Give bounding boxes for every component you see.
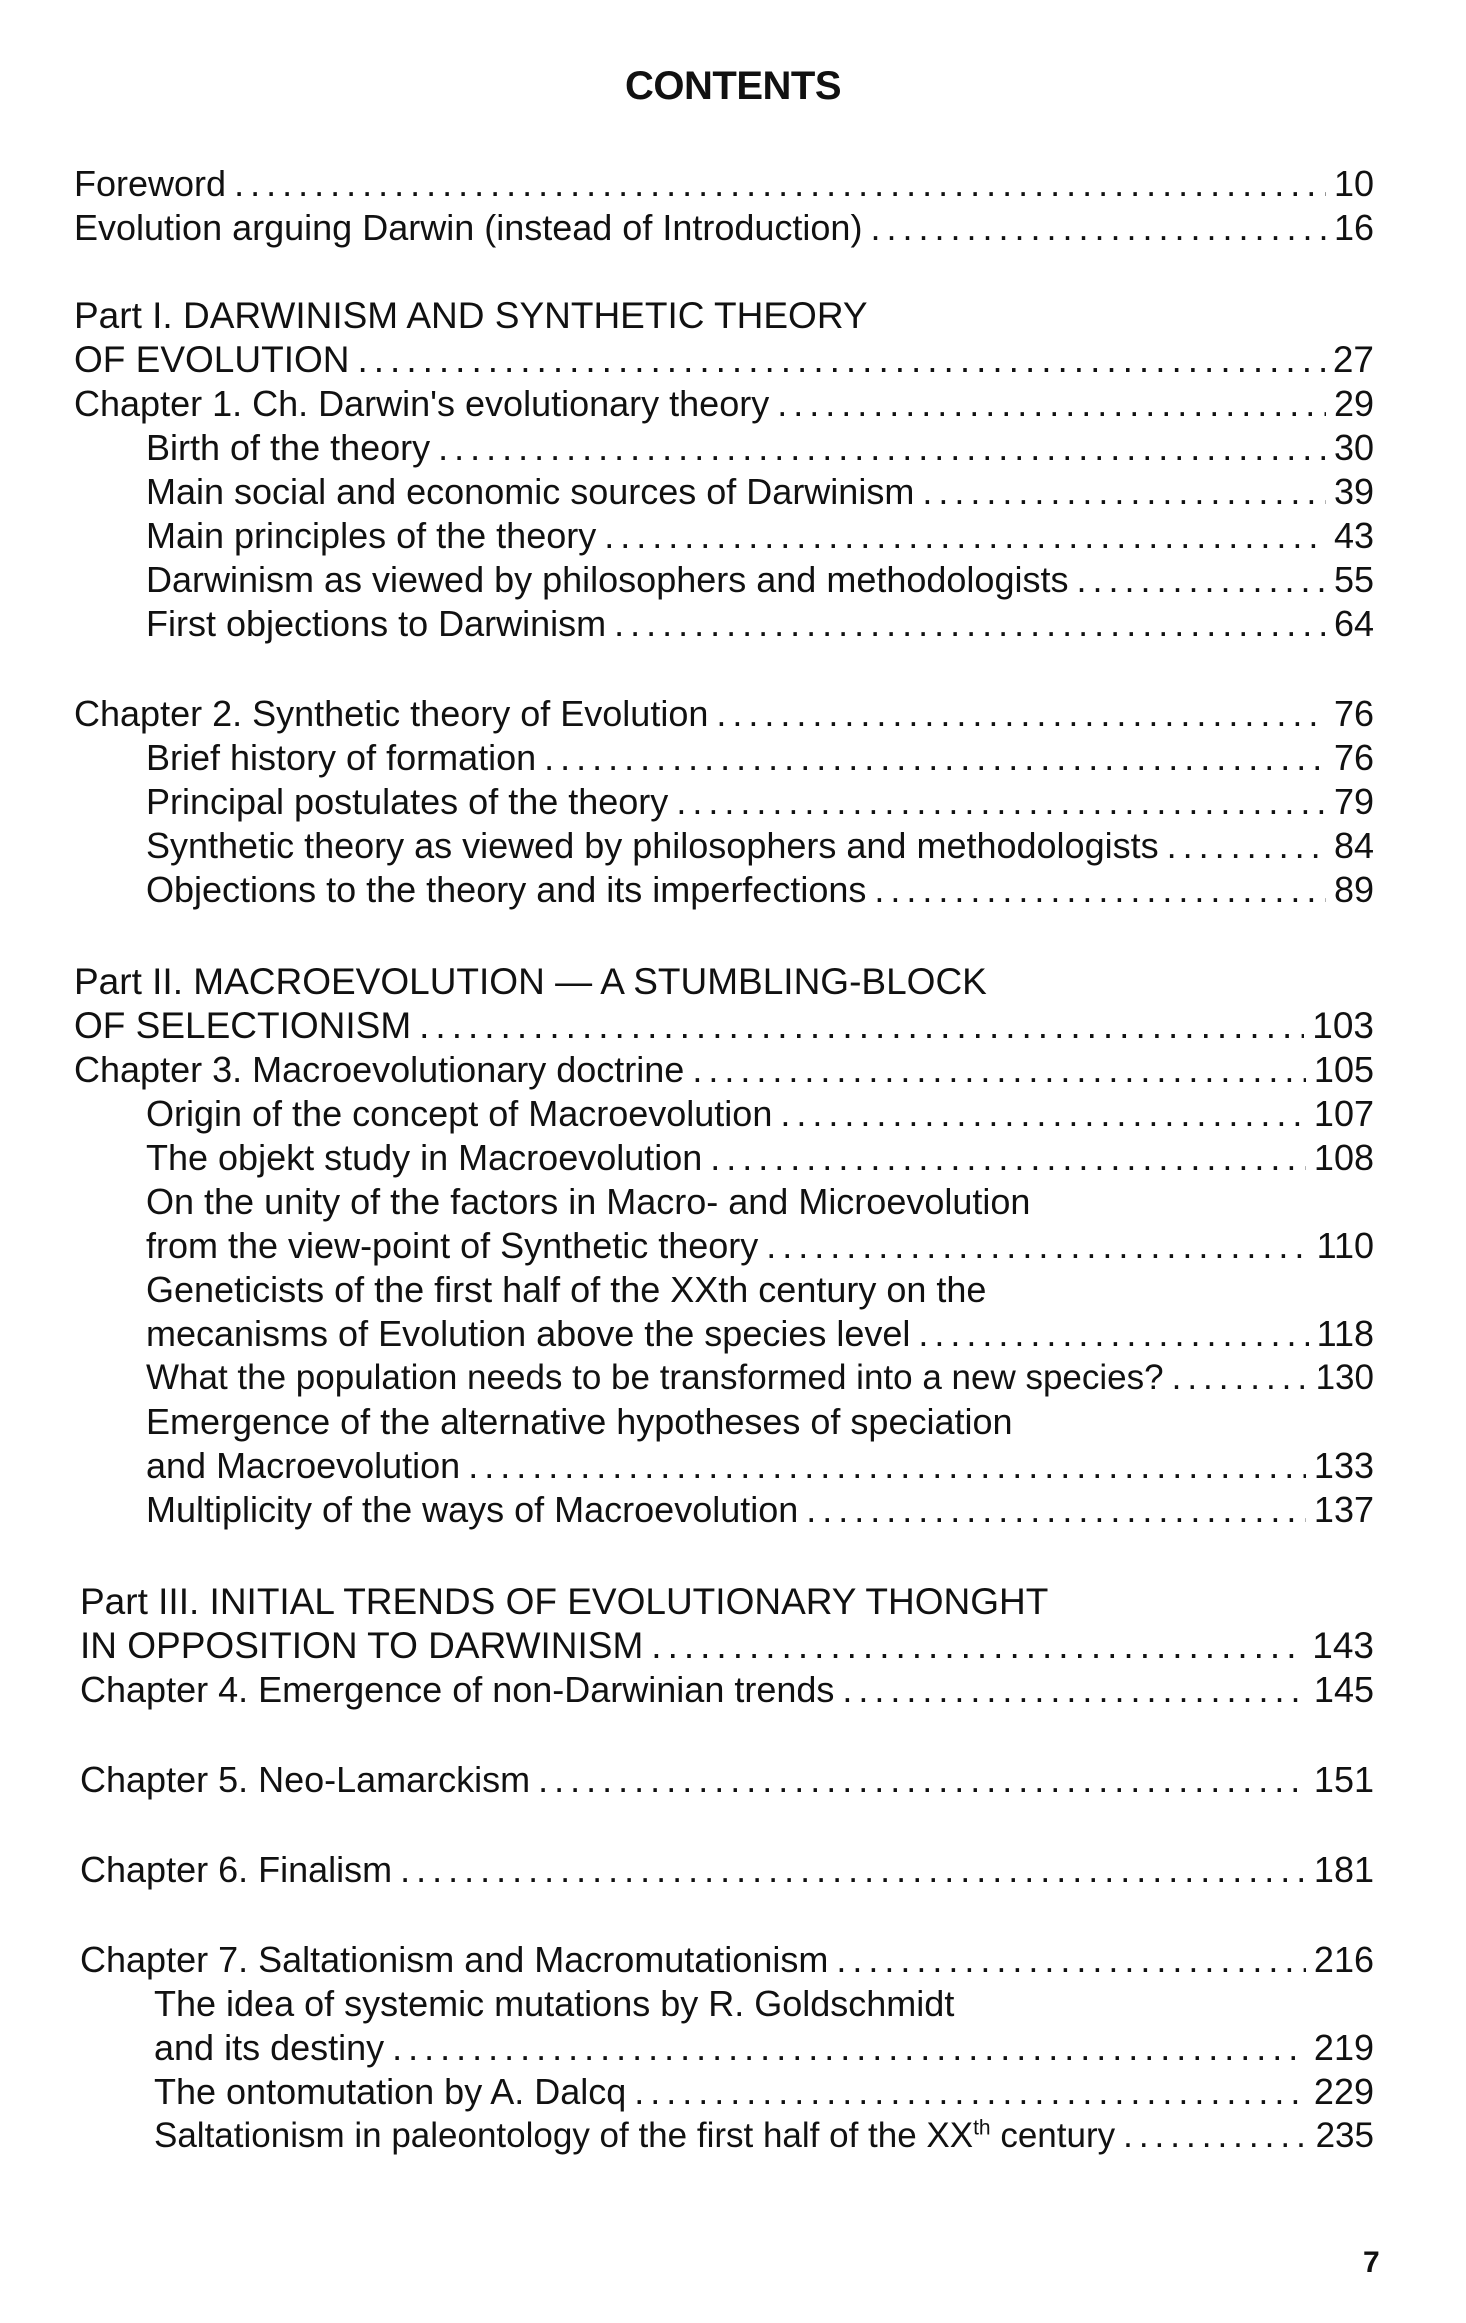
dot-leader xyxy=(1167,824,1326,868)
toc-entry-title: On the unity of the factors in Macro- and Microevolution xyxy=(146,1181,1031,1222)
dot-leader xyxy=(870,206,1326,250)
toc-section xyxy=(146,1136,1374,1180)
toc-entry-page: 79 xyxy=(1333,781,1374,822)
dot-leader xyxy=(614,602,1326,646)
dot-leader xyxy=(538,1758,1306,1802)
toc-section xyxy=(146,1444,1374,1488)
toc-entry-title: Brief history of formation xyxy=(146,737,537,778)
toc-chapter xyxy=(80,1758,1374,1802)
toc-entry-title: Birth of the theory xyxy=(146,427,431,468)
toc-section xyxy=(146,1312,1374,1356)
toc-entry-page: 27 xyxy=(1332,339,1374,380)
toc-section xyxy=(146,1092,1374,1136)
dot-leader xyxy=(1172,1356,1308,1400)
dot-leader xyxy=(438,426,1326,470)
toc-entry-title: Chapter 2. Synthetic theory of Evolution xyxy=(74,693,709,734)
toc-entry-page: 181 xyxy=(1313,1849,1374,1890)
toc-entry-title: from the view-point of Synthetic theory xyxy=(146,1225,759,1266)
toc-entry-title: Origin of the concept of Macroevolution xyxy=(146,1093,773,1134)
toc-section xyxy=(146,558,1374,602)
dot-leader xyxy=(1123,2114,1307,2158)
toc-entry-title: mecanisms of Evolution above the species level xyxy=(146,1313,911,1354)
toc-entry-page: 105 xyxy=(1313,1049,1374,1090)
toc-entry-title: Darwinism as viewed by philosophers and methodologists xyxy=(146,559,1069,600)
toc-entry-title: Chapter 7. Saltationism and Macromutationism xyxy=(80,1939,829,1980)
toc-entry-page: 30 xyxy=(1333,427,1374,468)
toc-entry-title: Chapter 3. Macroevolutionary doctrine xyxy=(74,1049,685,1090)
toc-entry-title: Evolution arguing Darwin (instead of Introduction) xyxy=(74,207,863,248)
toc-entry-page: 76 xyxy=(1333,693,1374,734)
toc-section xyxy=(146,1400,1374,1444)
toc-entry-title: Principal postulates of the theory xyxy=(146,781,669,822)
dot-leader xyxy=(777,382,1326,426)
toc-section xyxy=(146,1180,1374,1224)
toc-entry-page: 84 xyxy=(1333,825,1374,866)
toc-entry-page: 43 xyxy=(1333,515,1374,556)
dot-leader xyxy=(634,2070,1306,2114)
toc-section xyxy=(146,780,1374,824)
toc-part-heading xyxy=(80,1624,1374,1668)
dot-leader xyxy=(692,1048,1306,1092)
toc-entry-page: 39 xyxy=(1333,471,1374,512)
dot-leader xyxy=(234,162,1326,206)
toc-entry-title: The idea of systemic mutations by R. Goldschmidt xyxy=(154,1983,955,2024)
toc-chapter xyxy=(80,1938,1374,1982)
toc-entry-page: 130 xyxy=(1315,1358,1374,1397)
toc-section xyxy=(146,514,1374,558)
toc-chapter xyxy=(74,1048,1374,1092)
toc-section xyxy=(146,824,1374,868)
toc-section xyxy=(146,602,1374,646)
toc-entry-title xyxy=(154,2114,1115,2158)
toc-entry-title: and Macroevolution xyxy=(146,1445,461,1486)
toc-section xyxy=(146,736,1374,780)
toc-entry-title: Chapter 6. Finalism xyxy=(80,1849,393,1890)
toc-entry-title: and its destiny xyxy=(154,2027,385,2068)
dot-leader xyxy=(676,780,1326,824)
toc-section xyxy=(146,1488,1374,1532)
toc-part-heading xyxy=(74,294,1374,338)
toc-part-heading xyxy=(74,338,1374,382)
toc-section xyxy=(154,2114,1374,2158)
toc-entry-page: 10 xyxy=(1333,163,1374,204)
dot-leader xyxy=(842,1668,1306,1712)
toc-section xyxy=(146,868,1374,912)
toc-section xyxy=(154,2070,1374,2114)
dot-leader xyxy=(922,470,1326,514)
toc-section xyxy=(146,426,1374,470)
toc-entry-page: 143 xyxy=(1312,1625,1374,1666)
toc-entry-title: Objections to the theory and its imperfections xyxy=(146,869,867,910)
toc-entry-title: Emergence of the alternative hypotheses of speciation xyxy=(146,1401,1013,1442)
toc-entry-page: 145 xyxy=(1313,1669,1374,1710)
toc-part-heading xyxy=(80,1580,1374,1624)
toc-entry-page: 133 xyxy=(1313,1445,1374,1486)
toc-entry-foreword xyxy=(74,162,1374,206)
dot-leader xyxy=(400,1848,1306,1892)
toc-part-heading xyxy=(74,1004,1374,1048)
toc-entry-title: Chapter 4. Emergence of non-Darwinian trends xyxy=(80,1669,835,1710)
toc-entry-title: The ontomutation by A. Dalcq xyxy=(154,2071,627,2112)
toc-entry-title: Part III. INITIAL TRENDS OF EVOLUTIONARY THONGHT xyxy=(80,1581,1049,1622)
toc-section xyxy=(146,1356,1374,1400)
toc-entry-title-start: Saltationism in paleontology of the first half of the XX xyxy=(154,2116,974,2155)
toc-entry-page: 76 xyxy=(1333,737,1374,778)
toc-section xyxy=(146,470,1374,514)
toc-entry-title: Chapter 1. Ch. Darwin's evolutionary theory xyxy=(74,383,770,424)
toc-entry-page: 219 xyxy=(1313,2027,1374,2068)
toc-entry-page: 118 xyxy=(1316,1313,1374,1354)
toc-entry-title: Foreword xyxy=(74,163,227,204)
dot-leader xyxy=(766,1224,1308,1268)
toc-entry-title: Geneticists of the first half of the XXth century on the xyxy=(146,1269,987,1310)
dot-leader xyxy=(468,1444,1306,1488)
dot-leader xyxy=(710,1136,1306,1180)
toc-entry-title: Synthetic theory as viewed by philosophers and methodologists xyxy=(146,825,1159,866)
toc-entry-page: 137 xyxy=(1313,1489,1374,1530)
toc-entry-title: Multiplicity of the ways of Macroevolution xyxy=(146,1489,799,1530)
toc-entry-page: 29 xyxy=(1333,383,1374,424)
ordinal-suffix: th xyxy=(973,2116,991,2140)
toc-entry-title: Main principles of the theory xyxy=(146,515,597,556)
toc-entry-page: 89 xyxy=(1333,869,1374,910)
toc-chapter xyxy=(74,692,1374,736)
toc-entry-title: First objections to Darwinism xyxy=(146,603,607,644)
toc-section xyxy=(154,1982,1374,2026)
dot-leader xyxy=(357,338,1324,382)
dot-leader xyxy=(604,514,1326,558)
toc-entry-page: 107 xyxy=(1313,1093,1374,1134)
dot-leader xyxy=(918,1312,1308,1356)
page-number: 7 xyxy=(1363,2246,1380,2279)
toc-section xyxy=(146,1268,1374,1312)
toc-part-heading xyxy=(74,960,1374,1004)
dot-leader xyxy=(806,1488,1306,1532)
toc-entry-page: 235 xyxy=(1315,2116,1374,2155)
page-title: CONTENTS xyxy=(625,64,841,108)
toc-entry-page: 16 xyxy=(1333,207,1374,248)
toc-entry-title: OF EVOLUTION xyxy=(74,339,350,380)
dot-leader xyxy=(874,868,1326,912)
dot-leader xyxy=(836,1938,1306,1982)
toc-entry-title: The objekt study in Macroevolution xyxy=(146,1137,703,1178)
toc-chapter xyxy=(74,382,1374,426)
toc-entry-page: 151 xyxy=(1313,1759,1374,1800)
toc-entry-title: What the population needs to be transformed into a new species? xyxy=(146,1358,1164,1397)
toc-entry-page: 103 xyxy=(1312,1005,1374,1046)
toc-entry-page: 216 xyxy=(1313,1939,1374,1980)
dot-leader xyxy=(544,736,1326,780)
dot-leader xyxy=(716,692,1326,736)
dot-leader xyxy=(651,1624,1304,1668)
dot-leader xyxy=(780,1092,1306,1136)
toc-entry-page: 229 xyxy=(1313,2071,1374,2112)
toc-entry-title: Part I. DARWINISM AND SYNTHETIC THEORY xyxy=(74,295,868,336)
dot-leader xyxy=(392,2026,1306,2070)
toc-entry-page: 55 xyxy=(1333,559,1374,600)
toc-chapter xyxy=(80,1848,1374,1892)
toc-section xyxy=(146,1224,1374,1268)
dot-leader xyxy=(1076,558,1325,602)
toc-entry-title: OF SELECTIONISM xyxy=(74,1005,412,1046)
toc-entry-title: Chapter 5. Neo-Lamarckism xyxy=(80,1759,531,1800)
toc-entry-title: Main social and economic sources of Darwinism xyxy=(146,471,915,512)
toc-entry-page: 108 xyxy=(1313,1137,1374,1178)
toc-entry-title-end: century xyxy=(990,2116,1116,2155)
toc-section xyxy=(154,2026,1374,2070)
toc-chapter xyxy=(80,1668,1374,1712)
toc-entry-title: IN OPPOSITION TO DARWINISM xyxy=(80,1625,644,1666)
toc-entry xyxy=(74,206,1374,250)
toc-entry-title: Part II. MACROEVOLUTION — A STUMBLING-BLOCK xyxy=(74,961,987,1002)
toc-entry-page: 110 xyxy=(1316,1225,1374,1266)
dot-leader xyxy=(419,1004,1304,1048)
toc-entry-page: 64 xyxy=(1333,603,1374,644)
